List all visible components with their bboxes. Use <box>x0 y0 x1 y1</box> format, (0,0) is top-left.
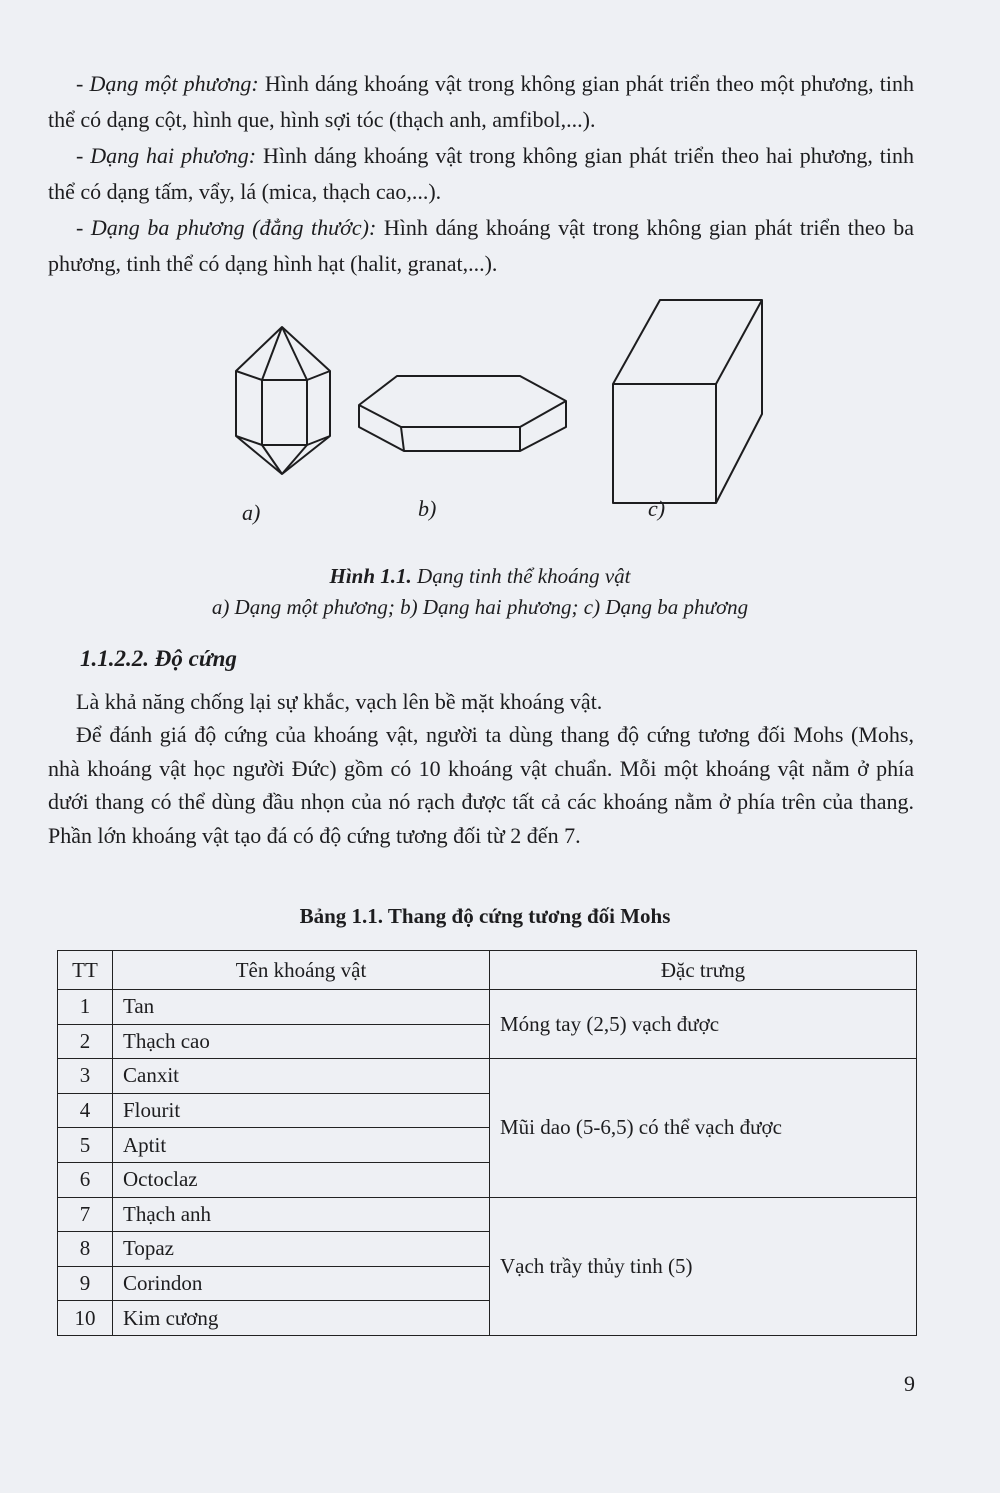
row-number: 2 <box>58 1024 113 1059</box>
text-two-direction: Hình dáng khoáng vật trong không gian phát triển theo hai phương, tinh thể có dạng tấm, vẩy, lá (mica, thạch cao,...). <box>48 143 914 204</box>
feature-glass: Vạch trầy thủy tinh (5) <box>490 1197 917 1335</box>
prismatic-crystal-drawing <box>236 327 330 474</box>
mineral-name: Aptit <box>113 1128 490 1163</box>
row-number: 1 <box>58 990 113 1025</box>
mineral-name: Canxit <box>113 1059 490 1094</box>
mineral-name: Topaz <box>113 1232 490 1267</box>
paragraph-three-direction <box>48 210 914 282</box>
page-number: 9 <box>904 1371 915 1396</box>
figure-label-b: b) <box>418 496 437 521</box>
section-paragraph-two: Để đánh giá độ cứng của khoáng vật, người ta dùng thang độ cứng tương đối Mohs (Mohs, nhà khoáng vật học người Đức) gồm có 10 khoáng vật chuẩn. Mỗi một khoáng vật nằm ở phía dưới thang có thể dùng đầu nhọn của nó rạch được tất cả các khoáng nằm ở phía trên của thang. Phần lớn khoáng vật tạo đá có độ cứng tương đối từ 2 đến 7. <box>48 722 914 848</box>
table-row <box>58 1059 917 1094</box>
paragraph-one-direction <box>48 66 914 138</box>
header-mineral-name: Tên khoáng vật <box>113 951 490 990</box>
cube-crystal-drawing <box>613 300 762 503</box>
crystal-figure <box>0 290 1000 540</box>
figure-caption-text: Dạng tinh thể khoáng vật <box>411 564 631 588</box>
paragraph-two-direction <box>48 138 914 210</box>
section-heading: 1.1.2.2. Độ cứng <box>80 646 237 671</box>
row-number: 5 <box>58 1128 113 1163</box>
mineral-name: Corindon <box>113 1266 490 1301</box>
table-row <box>58 990 917 1025</box>
mineral-name: Thạch anh <box>113 1197 490 1232</box>
crystal-drawings <box>0 290 1000 540</box>
row-number: 3 <box>58 1059 113 1094</box>
feature-fingernail: Móng tay (2,5) vạch được <box>490 990 917 1059</box>
mineral-name: Octoclaz <box>113 1162 490 1197</box>
row-number: 8 <box>58 1232 113 1267</box>
figure-label-a: a) <box>242 500 261 525</box>
text-one-direction: Hình dáng khoáng vật trong không gian phát triển theo một phương, tinh thể có dạng cột, hình que, hình sợi tóc (thạch anh, amfibol,...). <box>48 71 914 132</box>
tabular-crystal-drawing <box>359 376 566 451</box>
term-three-direction: - Dạng ba phương (đẳng thước): <box>76 215 377 240</box>
table-header-row <box>58 951 917 990</box>
figure-caption-sub: a) Dạng một phương; b) Dạng hai phương; c) Dạng ba phương <box>211 595 749 619</box>
text-three-direction: Hình dáng khoáng vật trong không gian phát triển theo ba phương, tinh thể có dạng hình hạt (halit, granat,...). <box>48 215 914 276</box>
row-number: 4 <box>58 1093 113 1128</box>
section-paragraph-one: Là khả năng chống lại sự khắc, vạch lên bề mặt khoáng vật. <box>76 689 603 714</box>
mineral-name: Tan <box>113 990 490 1025</box>
feature-knife: Mũi dao (5-6,5) có thể vạch được <box>490 1059 917 1197</box>
row-number: 10 <box>58 1301 113 1336</box>
row-number: 7 <box>58 1197 113 1232</box>
table-row <box>58 1197 917 1232</box>
header-feature: Đặc trưng <box>490 951 917 990</box>
figure-caption-title: Hình 1.1. <box>329 564 412 588</box>
row-number: 9 <box>58 1266 113 1301</box>
header-tt: TT <box>58 951 113 990</box>
table-title: Bảng 1.1. Thang độ cứng tương đối Mohs <box>299 904 671 928</box>
figure-caption <box>0 564 960 589</box>
mineral-name: Flourit <box>113 1093 490 1128</box>
figure-label-c: c) <box>648 496 666 521</box>
mohs-hardness-table <box>57 950 917 1336</box>
mineral-name: Thạch cao <box>113 1024 490 1059</box>
term-one-direction: - Dạng một phương: <box>76 71 259 96</box>
row-number: 6 <box>58 1162 113 1197</box>
term-two-direction: - Dạng hai phương: <box>76 143 257 168</box>
mineral-name: Kim cương <box>113 1301 490 1336</box>
